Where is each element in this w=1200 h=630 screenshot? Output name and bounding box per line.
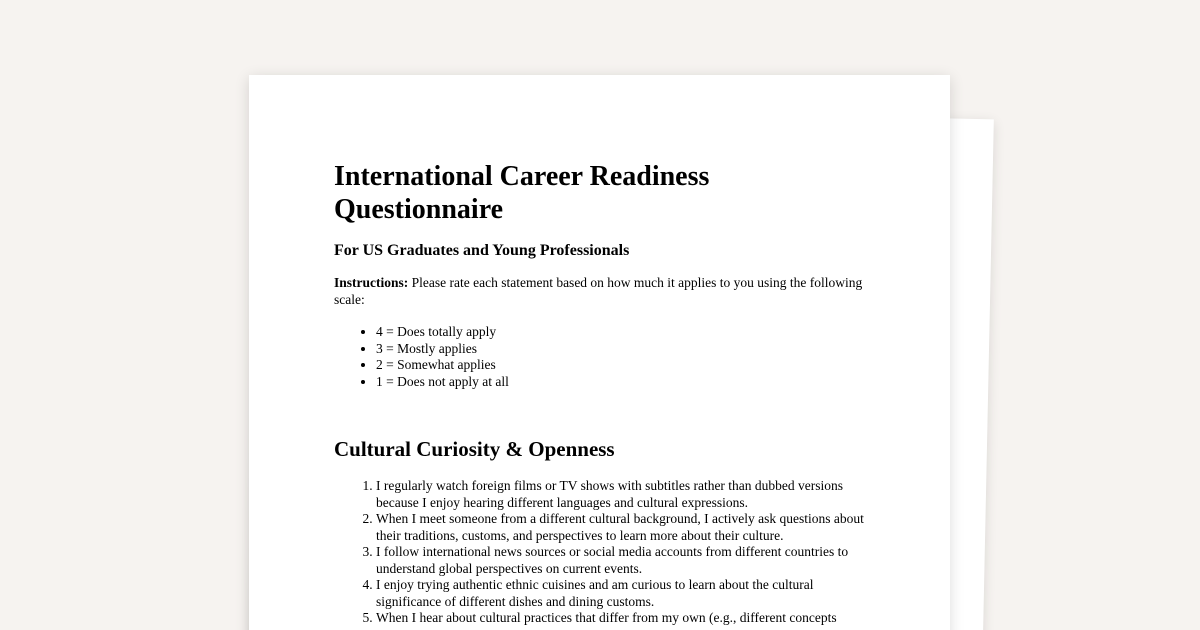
question-item: 5. When I hear about cultural practices that differ from my own (e.g., different concepts xyxy=(376,610,864,627)
scale-item: • 4 = Does totally apply xyxy=(376,324,864,341)
scale-item: • 2 = Somewhat applies xyxy=(376,357,864,374)
scale-item: • 3 = Mostly applies xyxy=(376,341,864,358)
document-content xyxy=(334,160,864,627)
document-page xyxy=(249,75,950,630)
instructions xyxy=(334,275,864,308)
instructions-label: Instructions: xyxy=(334,275,409,290)
document-subtitle: For US Graduates and Young Professionals xyxy=(334,242,630,259)
rating-scale-list xyxy=(334,324,864,390)
document-title: International Career Readiness Questionnaire xyxy=(334,161,710,225)
question-item: 3. I follow international news sources or social media accounts from different countries to understand global perspectives on current events. xyxy=(376,544,864,577)
question-item: 4. I enjoy trying authentic ethnic cuisines and am curious to learn about the cultural significance of different dishes and dining customs. xyxy=(376,577,864,610)
scale-item: • 1 = Does not apply at all xyxy=(376,374,864,391)
section-heading: Cultural Curiosity & Openness xyxy=(334,437,615,461)
question-item: 2. When I meet someone from a different cultural background, I actively ask questions about their traditions, customs, and perspectives to learn more about their culture. xyxy=(376,511,864,544)
question-item: 1. I regularly watch foreign films or TV shows with subtitles rather than dubbed versions because I enjoy hearing different languages and cultural expressions. xyxy=(376,478,864,511)
question-list xyxy=(334,478,864,627)
instructions-text: Please rate each statement based on how much it applies to you using the following scale: xyxy=(334,275,863,307)
